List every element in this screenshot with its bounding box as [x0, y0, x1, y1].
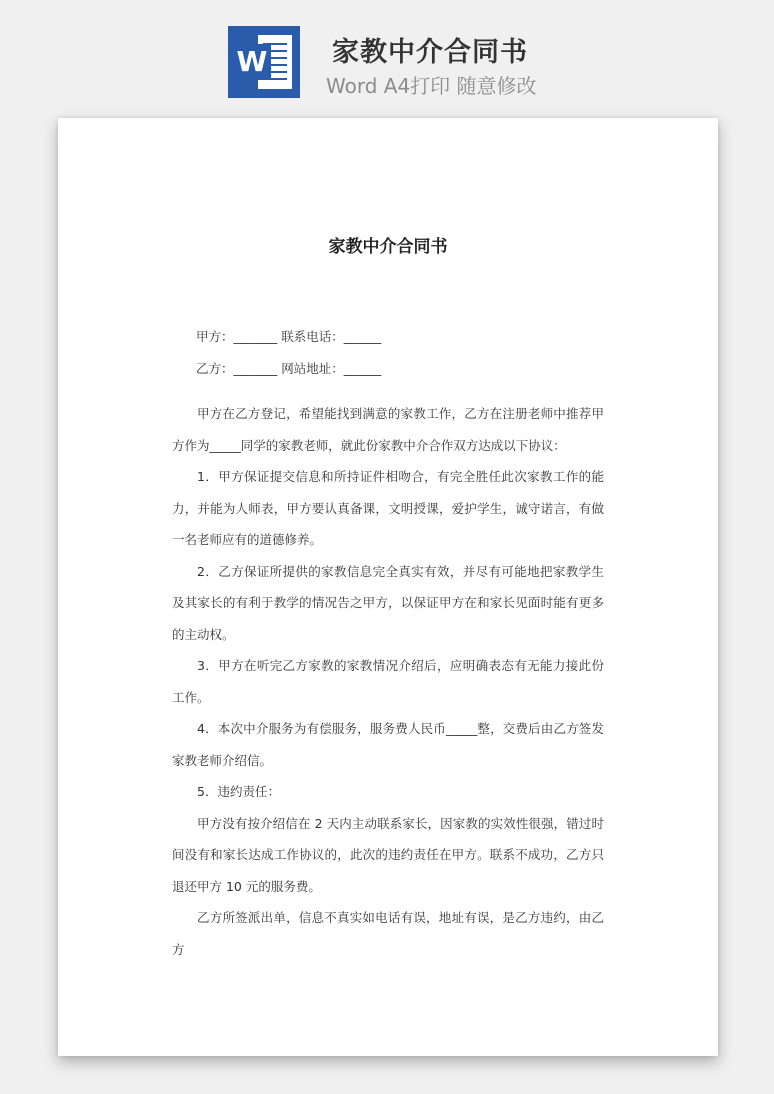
paragraph-clause-3: 3．甲方在听完乙方家教的家教情况介绍后，应明确表态有无能力接此份工作。 — [172, 658, 604, 705]
paragraph-clause-5: 5．违约责任： — [197, 784, 280, 799]
word-icon — [228, 26, 300, 98]
paragraph-clause-1: 1．甲方保证提交信息和所持证件相吻合，有完全胜任此次家教工作的能力，并能为人师表，甲方要认真备课，文明授课，爱护学生，诚守诺言，有做一名老师应有的道德修养。 — [172, 469, 604, 547]
party-b-line: 乙方：_______ 网站地址：______ — [196, 361, 382, 376]
header — [0, 0, 774, 112]
paragraph-breach-b: 乙方所签派出单，信息不真实如电话有误，地址有误，是乙方违约，由乙方 — [172, 910, 604, 957]
document-title: 家教中介合同书 — [328, 237, 448, 257]
paragraph-clause-2: 2．乙方保证所提供的家教信息完全真实有效，并尽有可能地把家教学生及其家长的有利于教学的情况告之甲方，以保证甲方在和家长见面时能有更多的主动权。 — [172, 563, 604, 642]
app-title: 家教中介合同书 — [332, 37, 528, 68]
word-letter: W — [233, 44, 271, 80]
paragraph-clause-4: 4．本次中介服务为有偿服务，服务费人民币_____整，交费后由乙方签发家教老师介绍信。 — [172, 721, 604, 768]
document-body — [172, 398, 604, 965]
paragraph-breach-a: 甲方没有按介绍信在 2 天内主动联系家长，因家教的实效性很强，错过时间没有和家长达成工作协议的，此次的违约责任在甲方。联系不成功，乙方只退还甲方 10 元的服务费。 — [172, 815, 604, 894]
app-subtitle: Word A4打印 随意修改 — [326, 74, 537, 98]
party-a-line: 甲方：_______ 联系电话：______ — [196, 329, 382, 344]
paragraph-intro: 甲方在乙方登记，希望能找到满意的家教工作，乙方在注册老师中推荐甲方作为_____同学的家教老师，就此份家教中介合作双方达成以下协议： — [172, 406, 604, 453]
document-page — [58, 118, 718, 1056]
